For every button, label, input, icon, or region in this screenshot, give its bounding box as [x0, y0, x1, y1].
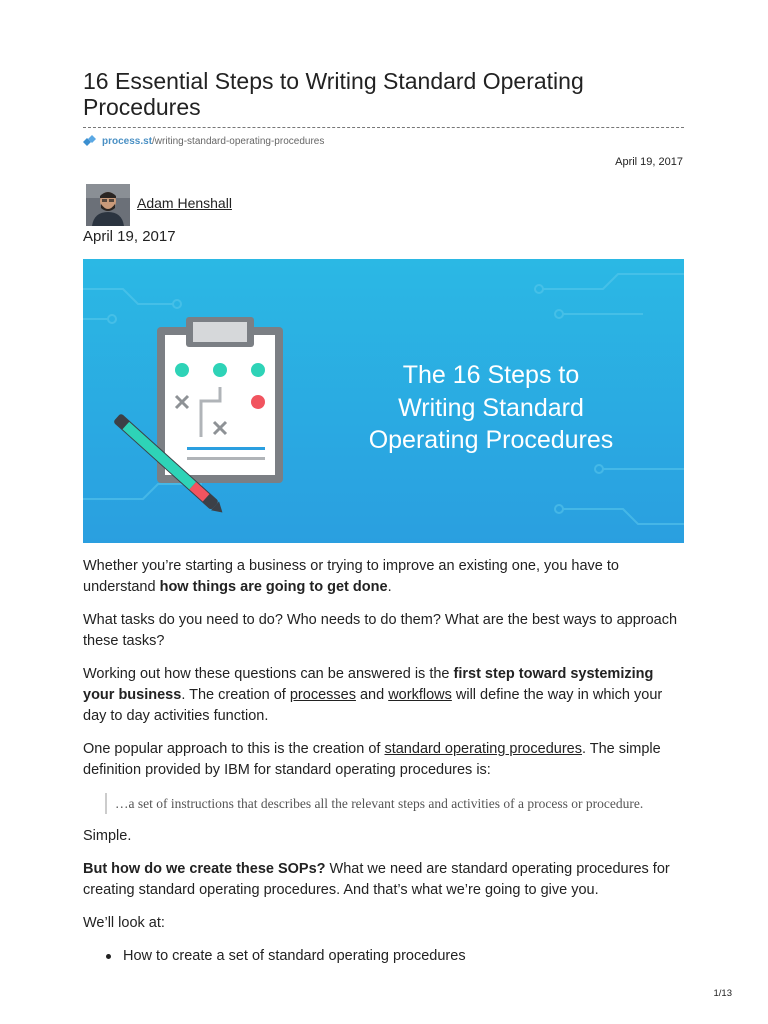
hero-heading-line-1: The 16 Steps to — [402, 361, 580, 389]
header-date: April 19, 2017 — [615, 156, 683, 168]
source-path: /writing-standard-operating-procedures — [152, 135, 325, 147]
paragraph-questions: What tasks do you need to do? Who needs to do them? What are the best ways to approach these tasks? — [83, 612, 678, 649]
ibm-quote: …a set of instructions that describes all the relevant steps and activities of a process or procedure. — [105, 793, 684, 814]
list-item: How to create a set of standard operating procedures — [101, 946, 684, 967]
article-body — [83, 556, 684, 967]
hero-heading-line-2: Writing Standard — [398, 394, 584, 422]
hero-heading-line-3: Operating Procedures — [368, 426, 614, 454]
author-avatar — [86, 184, 130, 226]
sop-link[interactable]: standard operating procedures — [384, 741, 582, 757]
paragraph-simple: Simple. — [83, 828, 132, 844]
header-divider — [83, 127, 684, 128]
article-date: April 19, 2017 — [83, 228, 176, 245]
article-title: 16 Essential Steps to Writing Standard Operating Procedures — [83, 68, 584, 120]
processes-link[interactable]: processes — [289, 687, 356, 703]
hero-image — [83, 259, 684, 543]
paragraph-how: But how do we create these SOPs? What we need are standard operating procedures for creating standard operating procedures. And that’s what we’re going to give you. — [83, 861, 670, 898]
page-number: 1/13 — [713, 988, 732, 999]
author-link[interactable]: Adam Henshall — [137, 195, 232, 211]
bullet-icon — [106, 954, 111, 959]
workflows-link[interactable]: workflows — [388, 687, 452, 703]
hero-heading — [369, 361, 614, 454]
topics-list — [83, 946, 684, 967]
source-domain: process.st — [102, 135, 153, 147]
paragraph-intro: Whether you’re starting a business or trying to improve an existing one, you have to understand how things are going to get done. — [83, 558, 619, 595]
paragraph-systemizing: Working out how these questions can be answered is the first step toward systemizing your business. The creation of processes and workflows will define the way in which your day to day activities function. — [83, 666, 663, 724]
process-st-logo-icon — [83, 135, 99, 147]
source-url[interactable] — [83, 134, 324, 148]
paragraph-look-at: We’ll look at: — [83, 915, 165, 931]
paragraph-sop-definition: One popular approach to this is the creation of standard operating procedures. The simple definition provided by IBM for standard operating procedures is: — [83, 741, 661, 778]
